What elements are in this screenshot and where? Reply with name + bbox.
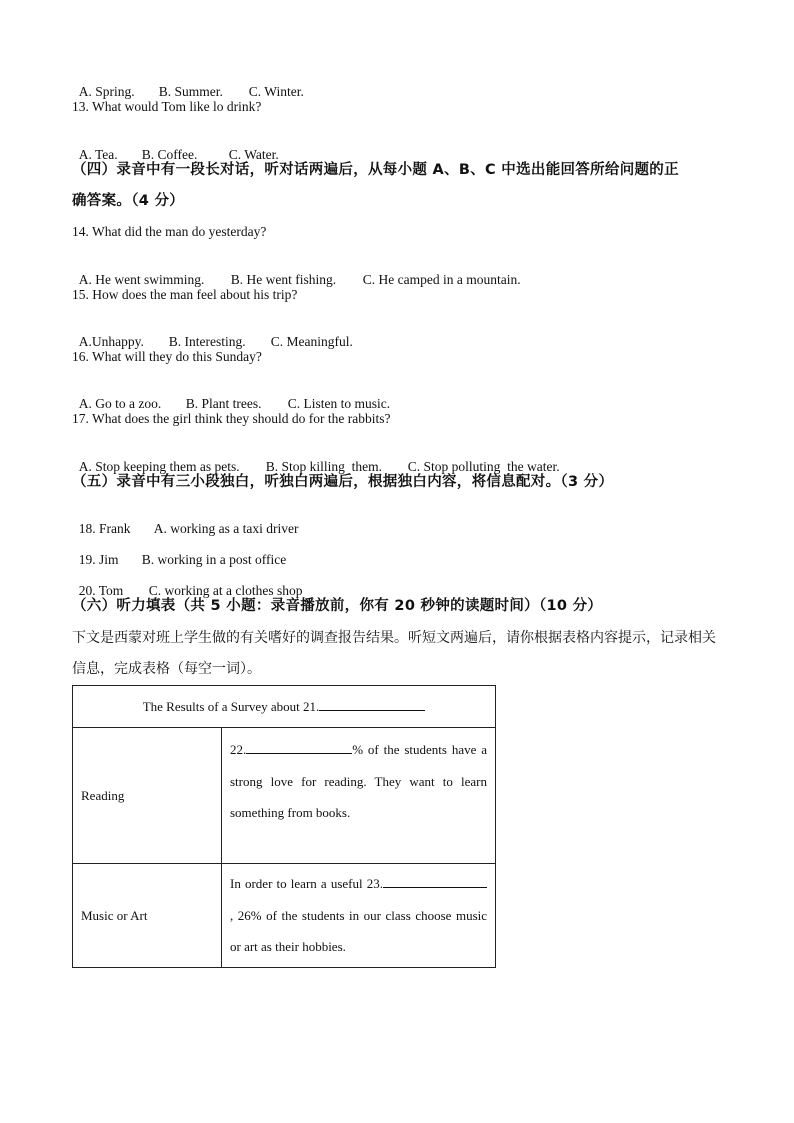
section5-heading: （五）录音中有三小段独白，听独白两遍后，根据独白内容，将信息配对。（3 分）: [72, 474, 614, 490]
table-title: The Results of a Survey about 21.: [142, 699, 320, 714]
match-option-c: C. working at a clothes shop: [148, 583, 303, 598]
q13-question: 13. What would Tom like lo drink?: [72, 99, 262, 114]
music-art-text: 26% of the students in our class choose music or art as their hobbies.: [230, 907, 488, 955]
match-row-19: [72, 536, 286, 568]
q13-option-a: A. Tea.: [78, 147, 118, 162]
table-title-cell: [73, 686, 496, 728]
q16-options: [72, 380, 390, 412]
instructions-line2: 信息，完成表格（每空一词）。: [72, 661, 261, 677]
q15-options: [72, 318, 353, 350]
match-option-a: A. working as a taxi driver: [153, 521, 299, 536]
q12-options: [72, 68, 304, 100]
blank-22[interactable]: [246, 741, 352, 754]
q12-option-c: C. Winter.: [248, 84, 304, 99]
q17-options: [72, 443, 560, 475]
match-name-19: 19. Jim: [78, 552, 119, 567]
q16-option-c: C. Listen to music.: [287, 396, 391, 411]
q16-option-b: B. Plant trees.: [185, 396, 262, 411]
blank-22-prefix: 22.: [230, 742, 247, 757]
section4-heading-line1: （四）录音中有一段长对话，听对话两遍后，从每小题 A、B、C 中选出能回答所给问题的正: [72, 162, 679, 178]
q12-option-a: A. Spring.: [78, 84, 135, 99]
q14-option-b: B. He went fishing.: [230, 272, 337, 287]
survey-table: [72, 685, 496, 968]
q17-option-a: A. Stop keeping them as pets.: [78, 459, 240, 474]
q16-question: 16. What will they do this Sunday?: [72, 349, 262, 364]
match-option-b: B. working in a post office: [141, 552, 287, 567]
reading-text: % of the students have a strong love for reading. They want to learn something from books.: [230, 742, 487, 820]
q15-option-c: C. Meaningful.: [270, 334, 353, 349]
q13-option-c: C. Water.: [228, 147, 279, 162]
row-label-music-art: Music or Art: [73, 864, 222, 968]
q15-option-a: A.Unhappy.: [78, 334, 144, 349]
q15-question: 15. How does the man feel about his trip?: [72, 287, 298, 302]
q14-options: [72, 256, 521, 288]
q14-question: 14. What did the man do yesterday?: [72, 224, 267, 239]
match-row-20: [72, 567, 302, 599]
q13-option-b: B. Coffee.: [141, 147, 198, 162]
q17-option-b: B. Stop killing them.: [265, 459, 383, 474]
q13-options: [72, 131, 279, 163]
q17-question: 17. What does the girl think they should do for the rabbits?: [72, 411, 391, 426]
q15-option-b: B. Interesting.: [168, 334, 246, 349]
match-name-20: 20. Tom: [78, 583, 124, 598]
blank-21[interactable]: [319, 698, 425, 711]
q17-option-c: C. Stop polluting the water.: [407, 459, 560, 474]
instructions-line1: 下文是西蒙对班上学生做的有关嗜好的调查报告结果。听短文两遍后，请你根据表格内容提示，记录相关: [72, 630, 716, 646]
blank-23-prefix: In order to learn a useful 23.: [230, 876, 383, 892]
row-content-reading: [222, 728, 496, 864]
row-content-music-art: [222, 864, 496, 968]
q16-option-a: A. Go to a zoo.: [78, 396, 162, 411]
match-row-18: [72, 505, 298, 537]
row-label-reading: Reading: [73, 728, 222, 864]
q14-option-a: A. He went swimming.: [78, 272, 205, 287]
section4-heading-line2: 确答案。（4 分）: [72, 193, 185, 209]
q12-option-b: B. Summer.: [158, 84, 223, 99]
q14-option-c: C. He camped in a mountain.: [362, 272, 521, 287]
match-name-18: 18. Frank: [78, 521, 131, 536]
section6-heading: （六）听力填表（共 5 小题：录音播放前，你有 20 秒钟的读题时间）（10 分）: [72, 598, 603, 614]
blank-23[interactable]: [383, 875, 487, 888]
blank-23-suffix: ,: [230, 907, 234, 923]
